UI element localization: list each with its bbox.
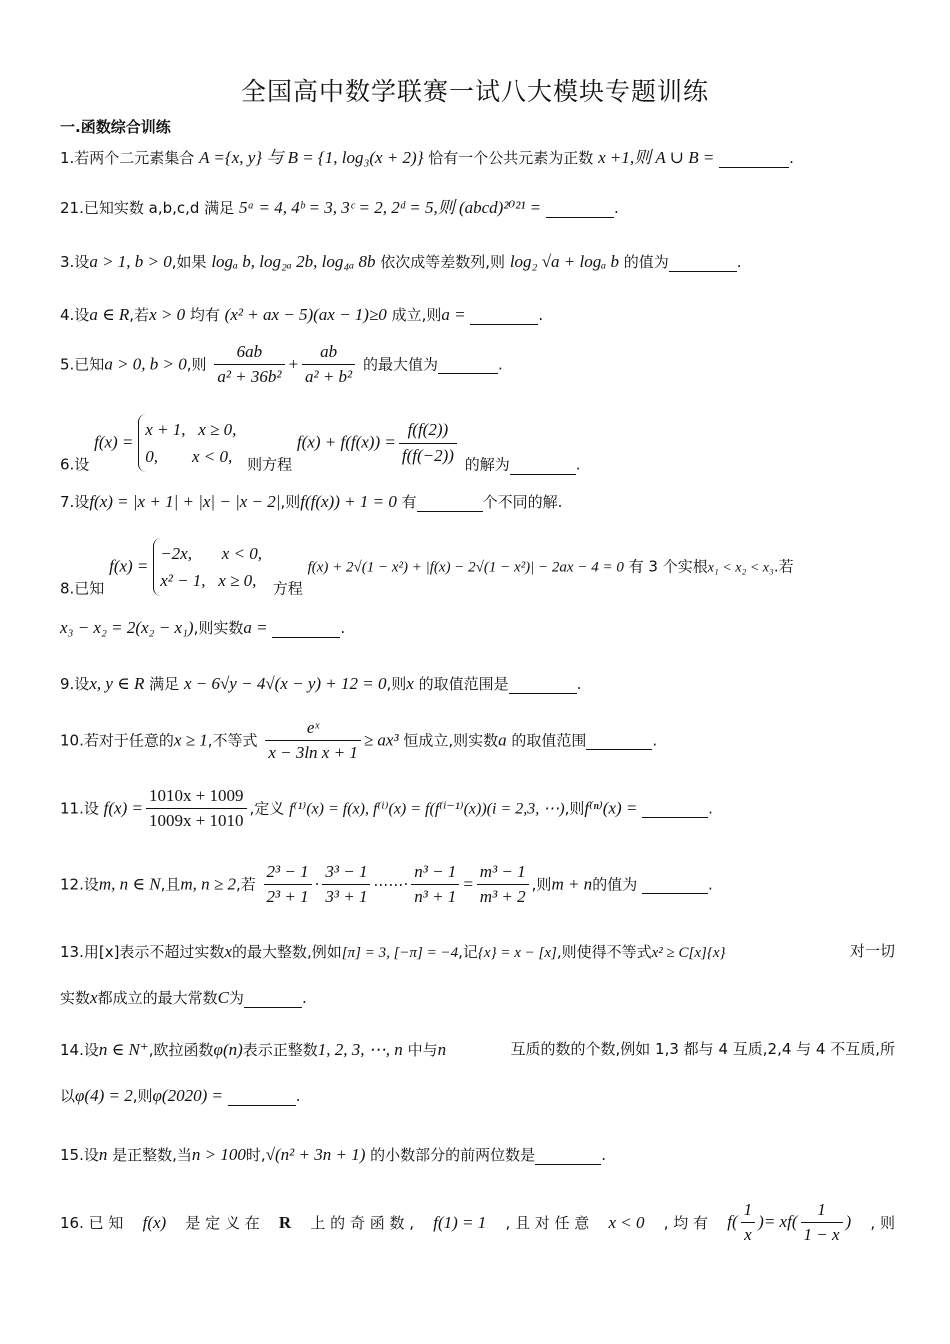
punctuation: . bbox=[736, 253, 742, 271]
problem-text: 16. 已 知 bbox=[60, 1213, 124, 1232]
fraction-denominator: 1 − x bbox=[803, 1225, 840, 1245]
fraction-numerator: ab bbox=[302, 342, 355, 365]
math-expression: ,则 (abcd)²⁰²¹ = bbox=[433, 198, 542, 217]
problem-text: 的取值范围是 bbox=[418, 675, 509, 693]
problem-15 bbox=[60, 1145, 895, 1165]
problem-text: ,则 bbox=[531, 875, 552, 894]
piecewise-case: −2x, x < 0, bbox=[160, 544, 262, 563]
problem-text: ,则 bbox=[280, 493, 301, 511]
fraction-denominator: a² + b² bbox=[304, 367, 353, 387]
punctuation: . bbox=[613, 199, 619, 217]
math-expression: φ(n) bbox=[213, 1040, 243, 1059]
problem-text: 恰有一个公共元素为正数 bbox=[428, 149, 594, 167]
fraction bbox=[265, 718, 361, 764]
math-expression: f(x) bbox=[142, 1212, 167, 1232]
problem-text: 是正整数,当 bbox=[112, 1146, 192, 1164]
punctuation: . bbox=[601, 1146, 606, 1164]
problem-text: 15.设 bbox=[60, 1146, 99, 1164]
math-expression: φ(4) = 2 bbox=[75, 1086, 133, 1105]
math-expression: x₃ − x₂ = 2(x₂ − x₁) bbox=[60, 618, 194, 637]
problem-7 bbox=[60, 492, 895, 512]
problem-text: 14.设 bbox=[60, 1041, 99, 1059]
math-expression: x² ≥ C[x]{x} bbox=[651, 945, 726, 961]
fraction-denominator: f(f(−2)) bbox=[401, 445, 454, 465]
math-expression: m + n bbox=[551, 874, 593, 894]
problem-text: 5.已知 bbox=[60, 355, 105, 374]
fraction bbox=[477, 862, 529, 908]
math-expression: x bbox=[406, 674, 414, 693]
problem-1 bbox=[60, 148, 895, 168]
math-expression: log₂ √a + logₐ b bbox=[509, 252, 619, 271]
fraction-numerator: 2³ − 1 bbox=[264, 862, 312, 885]
fraction-denominator: 2³ + 1 bbox=[266, 887, 309, 907]
problem-text: 上 的 奇 函 数 , bbox=[310, 1213, 415, 1232]
math-expression: n ∈ N⁺ bbox=[98, 1040, 149, 1059]
math-expression: f(x) = bbox=[94, 432, 134, 452]
punctuation: . bbox=[340, 619, 346, 637]
fraction-denominator: m³ + 2 bbox=[479, 887, 526, 907]
problem-text: 的值为 bbox=[592, 875, 638, 894]
problem-text: , 且 对 任 意 bbox=[505, 1213, 590, 1232]
fraction bbox=[801, 1200, 843, 1246]
problem-text: 3.设 bbox=[60, 253, 90, 271]
piecewise-case: 0, x < 0, bbox=[145, 447, 233, 467]
math-expression: 5ᵃ = 4, 4ᵇ = 3, 3ᶜ = 2, 2ᵈ = 5 bbox=[238, 198, 434, 217]
math-expression: φ(2020) = bbox=[152, 1086, 223, 1105]
problem-text: 表示正整数 bbox=[242, 1041, 318, 1059]
math-expression: m, n ≥ 2 bbox=[180, 874, 236, 894]
fraction-numerator: f(f(2)) bbox=[399, 420, 457, 443]
piecewise-function bbox=[138, 414, 242, 472]
answer-blank[interactable] bbox=[509, 675, 577, 694]
math-expression: a > 1, b > 0 bbox=[89, 252, 172, 271]
problem-8-line-2 bbox=[60, 618, 895, 638]
math-expression: x ≥ 1 bbox=[173, 730, 208, 750]
answer-blank[interactable] bbox=[586, 731, 652, 750]
math-expression: f(x) = bbox=[109, 556, 149, 576]
problem-text: 时, bbox=[245, 1146, 266, 1164]
math-operator: ⋯⋯ bbox=[373, 875, 404, 894]
math-expression: f bbox=[727, 1211, 732, 1231]
punctuation: . bbox=[497, 355, 503, 374]
math-expression: x < 0 bbox=[608, 1212, 645, 1232]
problem-text: 方程 bbox=[272, 579, 303, 598]
punctuation: . bbox=[789, 149, 794, 167]
math-expression: [π] = 3, [−π] = −4 bbox=[341, 945, 459, 961]
problem-10 bbox=[60, 718, 895, 764]
problem-text: 则方程 bbox=[247, 455, 293, 474]
fraction-numerator: 1010x + 1009 bbox=[146, 786, 247, 809]
answer-blank[interactable] bbox=[244, 989, 302, 1008]
fraction-numerator: n³ − 1 bbox=[411, 862, 459, 885]
math-expression: 1, 2, 3, ⋯, n bbox=[317, 1040, 403, 1059]
answer-blank[interactable] bbox=[642, 799, 708, 818]
section-heading: 一.函数综合训练 bbox=[60, 118, 171, 136]
problem-2 bbox=[60, 198, 895, 218]
problem-4 bbox=[60, 305, 895, 325]
punctuation: . bbox=[301, 989, 307, 1007]
punctuation: . bbox=[708, 799, 713, 818]
problem-13-line-2 bbox=[60, 988, 895, 1008]
problem-text: 的最大整数,例如 bbox=[231, 943, 342, 961]
problem-text: 有 bbox=[401, 493, 417, 511]
problem-8 bbox=[60, 538, 895, 598]
problem-16-line-1 bbox=[60, 1200, 895, 1246]
fraction-denominator: x − 3ln x + 1 bbox=[268, 743, 358, 763]
fraction bbox=[322, 862, 370, 908]
problem-text: 13.用[x]表示不超过实数 bbox=[60, 943, 225, 961]
math-operator: + bbox=[287, 354, 299, 374]
math-expression: √(n² + 3n + 1) bbox=[265, 1145, 366, 1164]
fraction-denominator: n³ + 1 bbox=[414, 887, 457, 907]
fraction-numerator: 3³ − 1 bbox=[322, 862, 370, 885]
math-expression: R bbox=[278, 1212, 292, 1232]
problem-text: ,则 bbox=[564, 799, 585, 818]
problem-text: , 则 bbox=[870, 1213, 895, 1232]
problem-14-text bbox=[60, 1040, 446, 1060]
problem-text: 10.若对于任意的 bbox=[60, 731, 174, 750]
problem-text: ,不等式 bbox=[207, 731, 258, 750]
fraction bbox=[146, 786, 247, 832]
problem-text: 11.设 bbox=[60, 799, 99, 818]
page-title: 全国高中数学联赛一试八大模块专题训练 bbox=[240, 77, 709, 106]
fraction bbox=[264, 862, 312, 908]
math-expression: x bbox=[224, 942, 232, 961]
problem-text: ,则 bbox=[386, 675, 407, 693]
math-expression: a = bbox=[441, 305, 466, 324]
math-expression: x bbox=[90, 988, 98, 1007]
problem-text: 9.设 bbox=[60, 675, 90, 693]
problem-text: 为 bbox=[228, 989, 244, 1007]
fraction bbox=[214, 342, 284, 388]
problem-text: 中与 bbox=[407, 1041, 438, 1059]
problem-text: ,记 bbox=[458, 943, 478, 961]
problem-text: ,且 bbox=[160, 875, 181, 894]
problem-text: ,则实数 bbox=[193, 619, 244, 637]
punctuation: . bbox=[652, 731, 658, 750]
problem-3 bbox=[60, 252, 895, 272]
problem-text: 7.设 bbox=[60, 493, 90, 511]
punctuation: . bbox=[707, 875, 713, 894]
problem-16 bbox=[60, 1200, 895, 1246]
fraction-numerator: 6ab bbox=[214, 342, 284, 365]
fraction-denominator: x bbox=[744, 1225, 752, 1245]
answer-blank[interactable] bbox=[510, 456, 576, 475]
problem-text: ,欧拉函数 bbox=[148, 1041, 214, 1059]
problem-13 bbox=[60, 942, 895, 962]
math-expression: f(x) + f(f(x)) = bbox=[296, 432, 396, 452]
problem-text: 21.已知实数 a,b,c,d 满足 bbox=[60, 199, 235, 217]
problem-13-text bbox=[60, 942, 725, 962]
math-expression: = xf bbox=[763, 1211, 792, 1231]
math-expression: a bbox=[498, 730, 507, 750]
math-expression: C bbox=[217, 988, 229, 1007]
problem-text: 6.设 bbox=[60, 455, 90, 474]
math-expression: f⁽¹⁾(x) = f(x), f⁽ⁱ⁾(x) = f(f⁽ⁱ⁻¹⁾(x))(i = 2,3, ⋯) bbox=[289, 800, 565, 818]
problem-text: 12.设 bbox=[60, 875, 99, 894]
math-expression: x₁ < x₂ < x₃ bbox=[707, 560, 774, 576]
fraction bbox=[741, 1200, 756, 1246]
problem-text: 都成立的最大常数 bbox=[97, 989, 218, 1007]
problem-14-line-1 bbox=[60, 1040, 895, 1060]
problem-text: ,若 bbox=[235, 875, 256, 894]
math-expression: {x} = x − [x] bbox=[477, 945, 557, 961]
problem-text: , 均 有 bbox=[663, 1213, 709, 1232]
math-expression: f(x) = bbox=[103, 798, 143, 818]
math-expression: n bbox=[437, 1040, 447, 1059]
problem-text: ,则 bbox=[132, 1087, 153, 1105]
answer-blank[interactable] bbox=[272, 619, 340, 638]
math-expression: f(f(x)) + 1 = 0 bbox=[300, 492, 397, 511]
math-expression: ,则 A ∪ B = bbox=[629, 148, 715, 167]
math-expression: m, n ∈ N bbox=[98, 874, 161, 894]
piecewise-case: x + 1, x ≥ 0, bbox=[145, 420, 237, 439]
answer-blank[interactable] bbox=[546, 199, 614, 218]
answer-blank[interactable] bbox=[228, 1087, 296, 1106]
punctuation: . bbox=[575, 455, 581, 474]
problem-text: 依次成等差数列,则 bbox=[380, 253, 506, 271]
problem-text: 个不同的解. bbox=[482, 493, 563, 511]
problem-text: 4.设 bbox=[60, 306, 90, 324]
problem-text: 的小数部分的前两位数是 bbox=[370, 1146, 536, 1164]
problem-6 bbox=[60, 414, 895, 475]
problem-text: 1.若两个二元素集合 bbox=[60, 149, 195, 167]
math-expression: x, y ∈ R bbox=[89, 674, 145, 693]
problem-14-line-2 bbox=[60, 1086, 895, 1106]
problem-text: 有 3 个实根 bbox=[628, 557, 708, 576]
answer-blank[interactable] bbox=[438, 355, 498, 374]
fraction-denominator: 1009x + 1010 bbox=[148, 811, 244, 831]
problem-text: 的最大值为 bbox=[362, 355, 438, 374]
answer-blank[interactable] bbox=[535, 1146, 601, 1165]
functional-equation: f( $\frac{1}{x}$ )= xf( $\frac{1}{1 - x}$ ) bbox=[727, 1200, 852, 1245]
problem-text: 以 bbox=[60, 1087, 76, 1105]
math-expression: a = bbox=[243, 618, 268, 637]
math-expression: (x² + ax − 5)(ax − 1)≥0 bbox=[224, 305, 387, 324]
problem-text: 对一切 bbox=[849, 942, 895, 960]
problem-13-line-1 bbox=[60, 942, 895, 962]
math-expression: n bbox=[98, 1145, 108, 1164]
fraction-numerator: m³ − 1 bbox=[477, 862, 529, 885]
math-expression: f(x) = |x + 1| + |x| − |x − 2| bbox=[89, 492, 281, 511]
problem-text: 成立,则 bbox=[391, 306, 442, 324]
punctuation: . bbox=[538, 306, 544, 324]
problem-text: 的解为 bbox=[464, 455, 510, 474]
fraction-denominator: 3³ + 1 bbox=[325, 887, 368, 907]
math-expression: f(1) = 1 bbox=[433, 1212, 487, 1232]
fraction bbox=[411, 862, 459, 908]
problem-text: ,则 bbox=[186, 355, 207, 374]
problem-text: 是 定 义 在 bbox=[185, 1213, 260, 1232]
problem-text: .若 bbox=[773, 557, 794, 576]
problem-text: 满足 bbox=[149, 675, 180, 693]
math-expression: ≥ ax³ bbox=[363, 730, 399, 750]
fraction-numerator: 1 bbox=[741, 1200, 756, 1223]
piecewise-case: x² − 1, x ≥ 0, bbox=[160, 571, 257, 591]
problem-text: ,若 bbox=[129, 306, 150, 324]
math-expression: logₐ b, log₂ₐ 2b, log₄ₐ 8b bbox=[211, 252, 376, 271]
math-expression: x +1 bbox=[598, 148, 630, 167]
problem-text: 互质的数的个数,例如 1,3 都与 4 互质,2,4 与 4 不互质,所 bbox=[510, 1040, 895, 1058]
fraction bbox=[302, 342, 355, 388]
punctuation: . bbox=[576, 675, 582, 693]
fraction-numerator: eˣ bbox=[265, 718, 361, 741]
fraction-numerator: 1 bbox=[801, 1200, 843, 1223]
math-operator: = bbox=[462, 874, 474, 894]
problem-5 bbox=[60, 342, 895, 388]
problem-text: ,如果 bbox=[171, 253, 207, 271]
math-expression: A ={x, y} 与 B = {1, log₃(x + 2)} bbox=[199, 148, 424, 167]
problem-text: 实数 bbox=[60, 989, 91, 1007]
problem-text: 恒成立,则实数 bbox=[403, 731, 499, 750]
problem-9 bbox=[60, 674, 895, 694]
problem-text: ,定义 bbox=[249, 799, 285, 818]
answer-blank[interactable] bbox=[470, 306, 538, 325]
math-expression: f⁽ⁿ⁾(x) = bbox=[584, 798, 638, 818]
problem-text: 8.已知 bbox=[60, 579, 105, 598]
answer-blank[interactable] bbox=[642, 875, 708, 894]
problem-12: 12.设m, n ∈ N,且m, n ≥ 2,若 $\frac{\text{2³ − 1}}{\text{2³ + 1}}$ · $\frac{\text{3³ − 1}}{\text{3³ + 1}}$ ⋯⋯· $\frac{\text{n³ − 1}}{\text{n³ + 1}}$ = $\frac{\text{m³ − 1}}{\text{m³ + 2}}$ ,则m + n的值为 . bbox=[60, 862, 713, 907]
punctuation: . bbox=[295, 1087, 301, 1105]
piecewise-function bbox=[153, 538, 268, 596]
math-expression: x > 0 bbox=[149, 305, 186, 324]
problem-text: ,则使得不等式 bbox=[556, 943, 652, 961]
math-expression: f(x) + 2√(1 − x²) + |f(x) − 2√(1 − x²)| − 2ax − 4 = 0 bbox=[307, 559, 624, 576]
problem-text: 均有 bbox=[189, 306, 220, 324]
math-expression: a > 0, b > 0 bbox=[104, 354, 187, 374]
math-expression: x − 6√y − 4√(x − y) + 12 = 0 bbox=[183, 674, 387, 693]
fraction bbox=[399, 420, 457, 466]
answer-blank[interactable] bbox=[669, 253, 737, 272]
problem-text: 的值为 bbox=[623, 253, 669, 271]
answer-blank[interactable] bbox=[719, 149, 789, 168]
math-expression: n > 100 bbox=[191, 1145, 246, 1164]
math-expression: a ∈ R bbox=[89, 305, 130, 324]
problem-14 bbox=[60, 1040, 895, 1060]
fraction-denominator: a² + 36b² bbox=[217, 367, 282, 387]
problem-11 bbox=[60, 786, 895, 832]
problem-text: 的取值范围 bbox=[511, 731, 587, 750]
answer-blank[interactable] bbox=[417, 493, 483, 512]
